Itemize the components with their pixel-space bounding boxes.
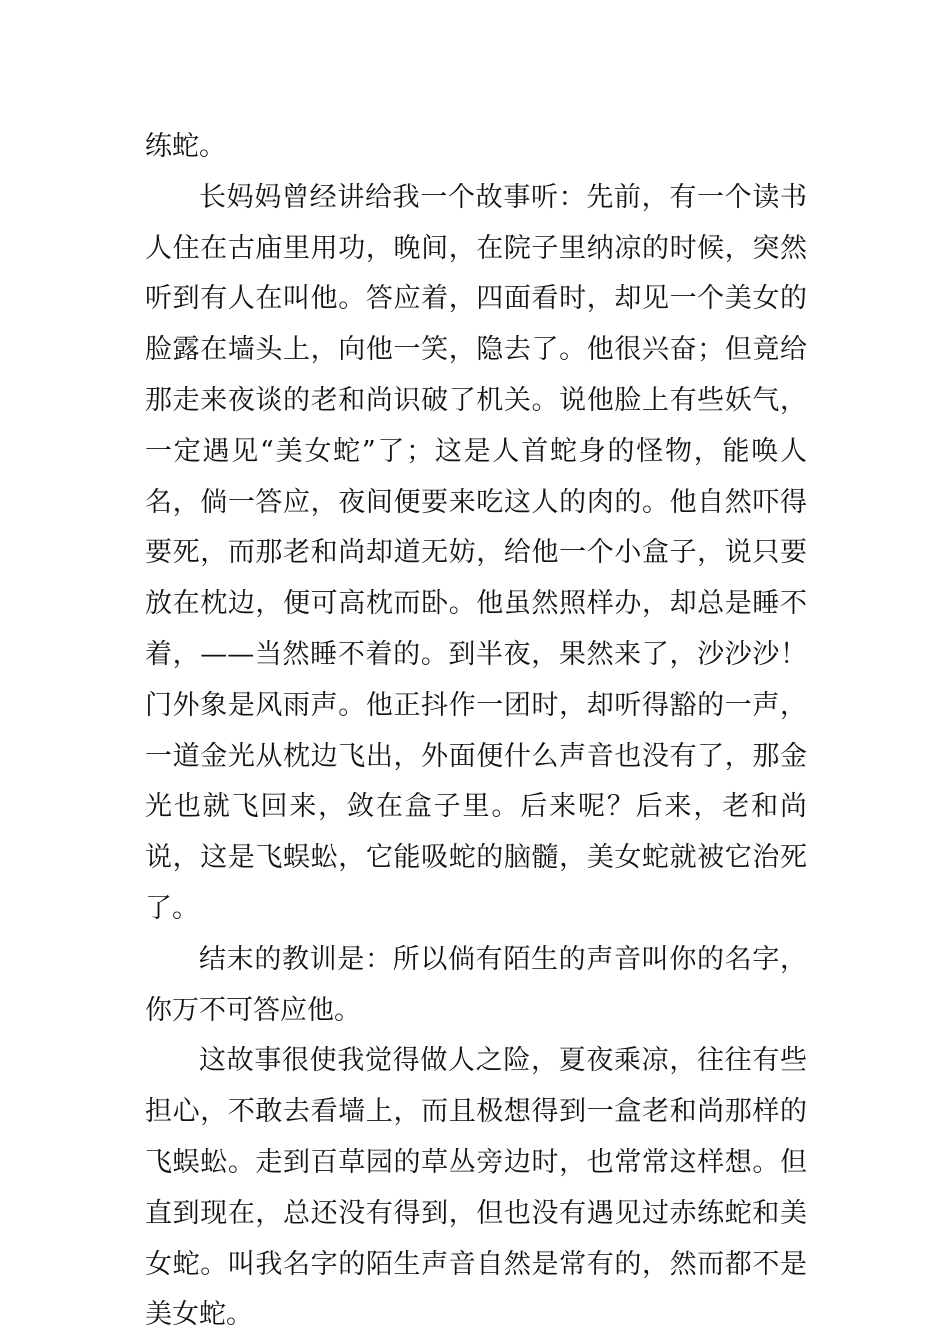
paragraph-moral: 结末的教训是：所以倘有陌生的声音叫你的名字，你万不可答应他。 xyxy=(145,943,807,1026)
paragraph-reflection: 这故事很使我觉得做人之险，夏夜乘凉，往往有些担心，不敢去看墙上，而且极想得到一盒老和尚那样的飞蜈蚣。走到百草园的草丛旁边时，也常常这样想。但直到现在，总还没有得到，但也没有遇见过赤练蛇和美女蛇。叫我名字的陌生声音自然是常有的，然而都不是美女蛇。 xyxy=(145,1045,807,1331)
paragraph-continuation: 练蛇。 xyxy=(145,131,226,162)
paragraph-story: 长妈妈曾经讲给我一个故事听：先前，有一个读书人住在古庙里用功，晚间，在院子里纳凉的时候，突然听到有人在叫他。答应着，四面看时，却见一个美女的脸露在墙头上，向他一笑，隐去了。他很兴奋；但竟给那走来夜谈的老和尚识破了机关。说他脸上有些妖气，一定遇见“美女蛇”了；这是人首蛇身的怪物，能唤人名，倘一答应，夜间便要来吃这人的肉的。他自然吓得要死，而那老和尚却道无妨，给他一个小盒子，说只要放在枕边，便可高枕而卧。他虽然照样办，却总是睡不着，——当然睡不着的。到半夜，果然来了，沙沙沙！门外象是风雨声。他正抖作一团时，却听得豁的一声，一道金光从枕边飞出，外面便什么声音也没有了，那金光也就飞回来，敛在盒子里。后来呢？后来，老和尚说，这是飞蜈蚣，它能吸蛇的脑髓，美女蛇就被它治死了。 xyxy=(145,181,807,924)
body-text xyxy=(145,122,807,1341)
